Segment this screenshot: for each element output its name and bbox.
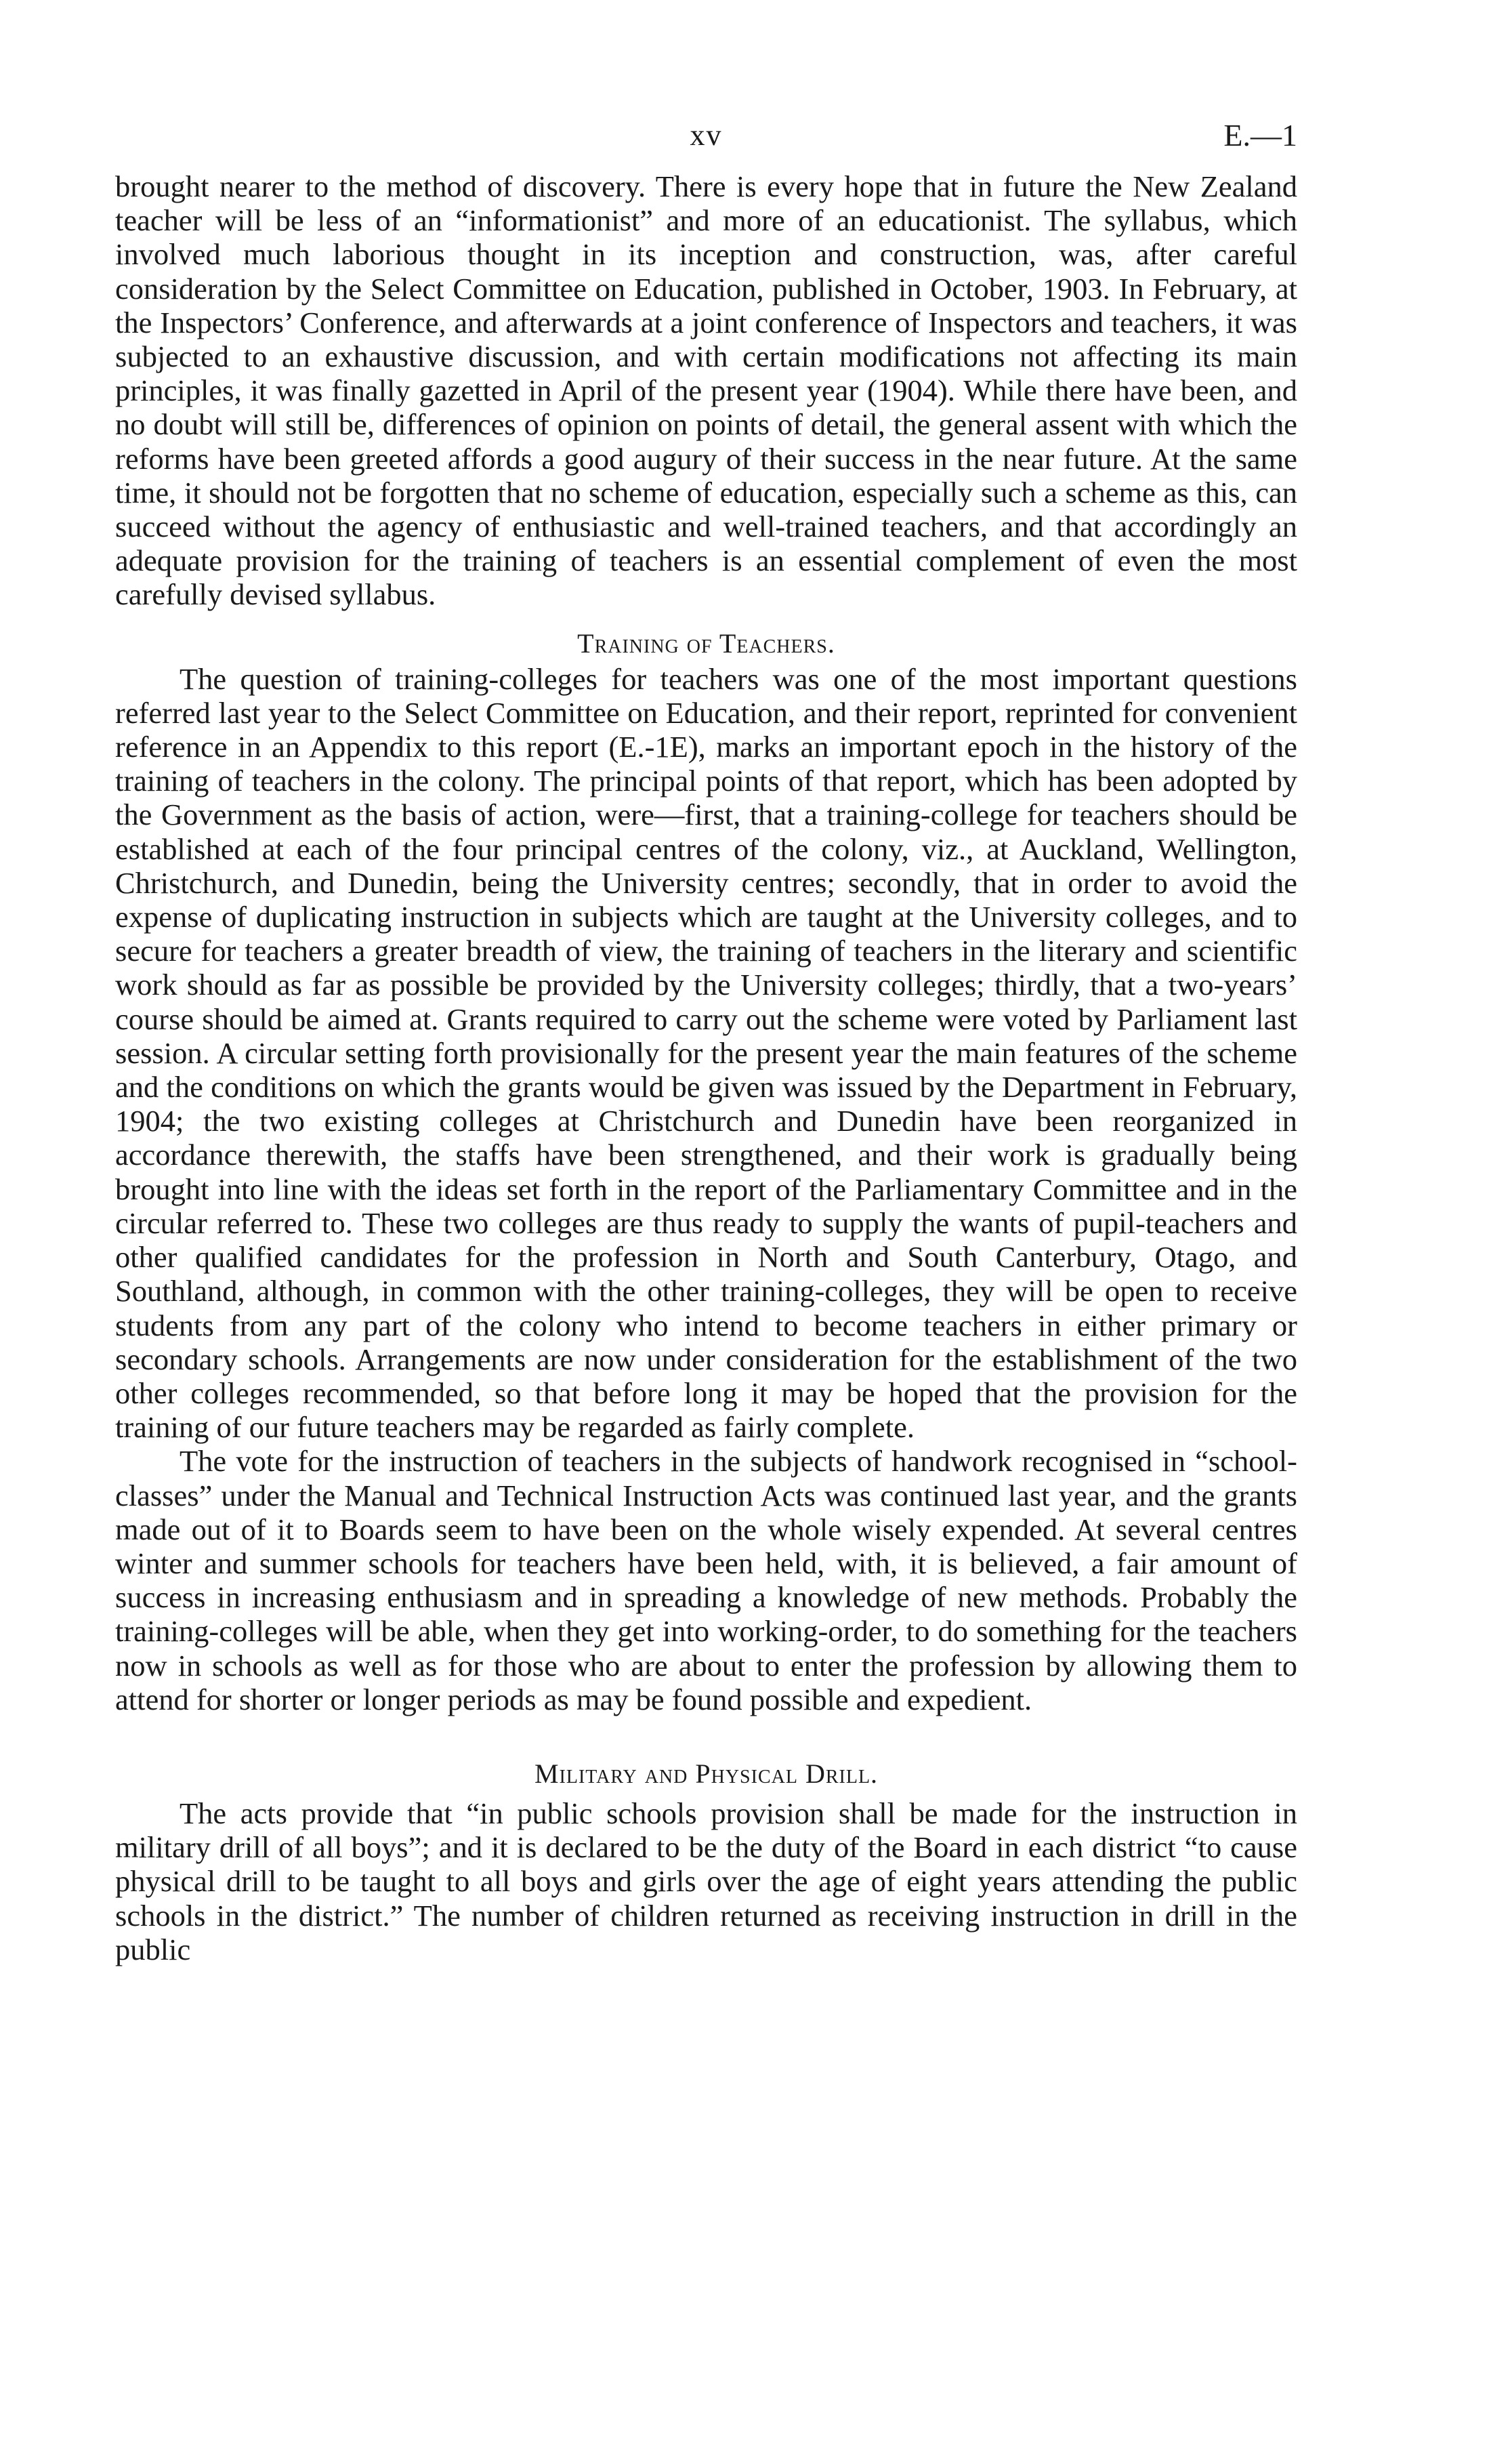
page-number: xv	[690, 119, 723, 152]
body-text	[115, 169, 1297, 1966]
paragraph-continued: brought nearer to the method of discovery. There is every hope that in future the New Zealand teacher will be less of an “informationist” and more of an educationist. The syllabus, which involved much laborious thought in its inception and construction, was, after careful consideration by the Select Committee on Education, published in October, 1903. In February, at the Inspectors’ Conference, and afterwards at a joint conference of Inspectors and teachers, it was subjected to an exhaustive discussion, and with certain modifications not affecting its main principles, it was finally gazetted in April of the present year (1904). While there have been, and no doubt will still be, differences of opinion on points of detail, the general assent with which the reforms have been greeted affords a good augury of their success in the near future. At the same time, it should not be forgotten that no scheme of education, especially such a scheme as this, can succeed without the agency of enthusiastic and well-trained teachers, and that accordingly an adequate provision for the training of teachers is an essential complement of even the most carefully devised syllabus.	[115, 169, 1297, 612]
paragraph-drill-1: The acts provide that “in public schools provision shall be made for the instruction in military drill of all boys”; and it is declared to be the duty of the Board in each district “to cause physical drill to be taught to all boys and girls over the age of eight years attending the public schools in the district.” The number of children returned as receiving instruction in drill in the public	[115, 1796, 1297, 1966]
paragraph-training-2: The vote for the instruction of teachers in the subjects of handwork recognised in “school-classes” under the Manual and Technical Instruction Acts was continued last year, and the grants made out of it to Boards seem to have been on the whole wisely expended. At several centres winter and summer schools for teachers have been held, with, it is believed, a fair amount of success in increasing enthusiasm and in spreading a knowledge of new methods. Probably the training-colleges will be able, when they get into working-order, to do something for the teachers now in schools as well as for those who are about to enter the profession by allowing them to attend for shorter or longer periods as may be found possible and expedient.	[115, 1444, 1297, 1716]
heading-training-of-teachers: Training of Teachers.	[577, 627, 835, 659]
document-code: E.—1	[1223, 118, 1297, 152]
heading-military-and-physical-drill: Military and Physical Drill.	[534, 1758, 879, 1789]
page-header	[115, 115, 1297, 156]
document-page	[115, 115, 1297, 1966]
paragraph-training-1: The question of training-colleges for teachers was one of the most important questions referred last year to the Select Committee on Education, and their report, reprinted for convenient reference in an Appendix to this report (E.-1E), marks an important epoch in the history of the training of teachers in the colony. The principal points of that report, which has been adopted by the Government as the basis of action, were—first, that a training-college for teachers should be established at each of the four principal centres of the colony, viz., at Auckland, Wellington, Christchurch, and Dunedin, being the University centres; secondly, that in order to avoid the expense of duplicating instruction in subjects which are taught at the University colleges, and to secure for teachers a greater breadth of view, the training of teachers in the literary and scientific work should as far as possible be provided by the University colleges; thirdly, that a two-years’ course should be aimed at. Grants required to carry out the scheme were voted by Parliament last session. A circular setting forth provisionally for the present year the main features of the scheme and the conditions on which the grants would be given was issued by the Department in February, 1904; the two existing colleges at Christchurch and Dunedin have been reorganized in accordance therewith, the staffs have been strengthened, and their work is gradually being brought into line with the ideas set forth in the report of the Parliamentary Committee and in the circular referred to. These two colleges are thus ready to supply the wants of pupil-teachers and other qualified candidates for the profession in North and South Canterbury, Otago, and Southland, although, in common with the other training-colleges, they will be open to receive students from any part of the colony who intend to become teachers in either primary or secondary schools. Arrangements are now under consideration for the establishment of the two other colleges recommended, so that before long it may be hoped that the provision for the training of our future teachers may be regarded as fairly complete.	[115, 661, 1297, 1445]
